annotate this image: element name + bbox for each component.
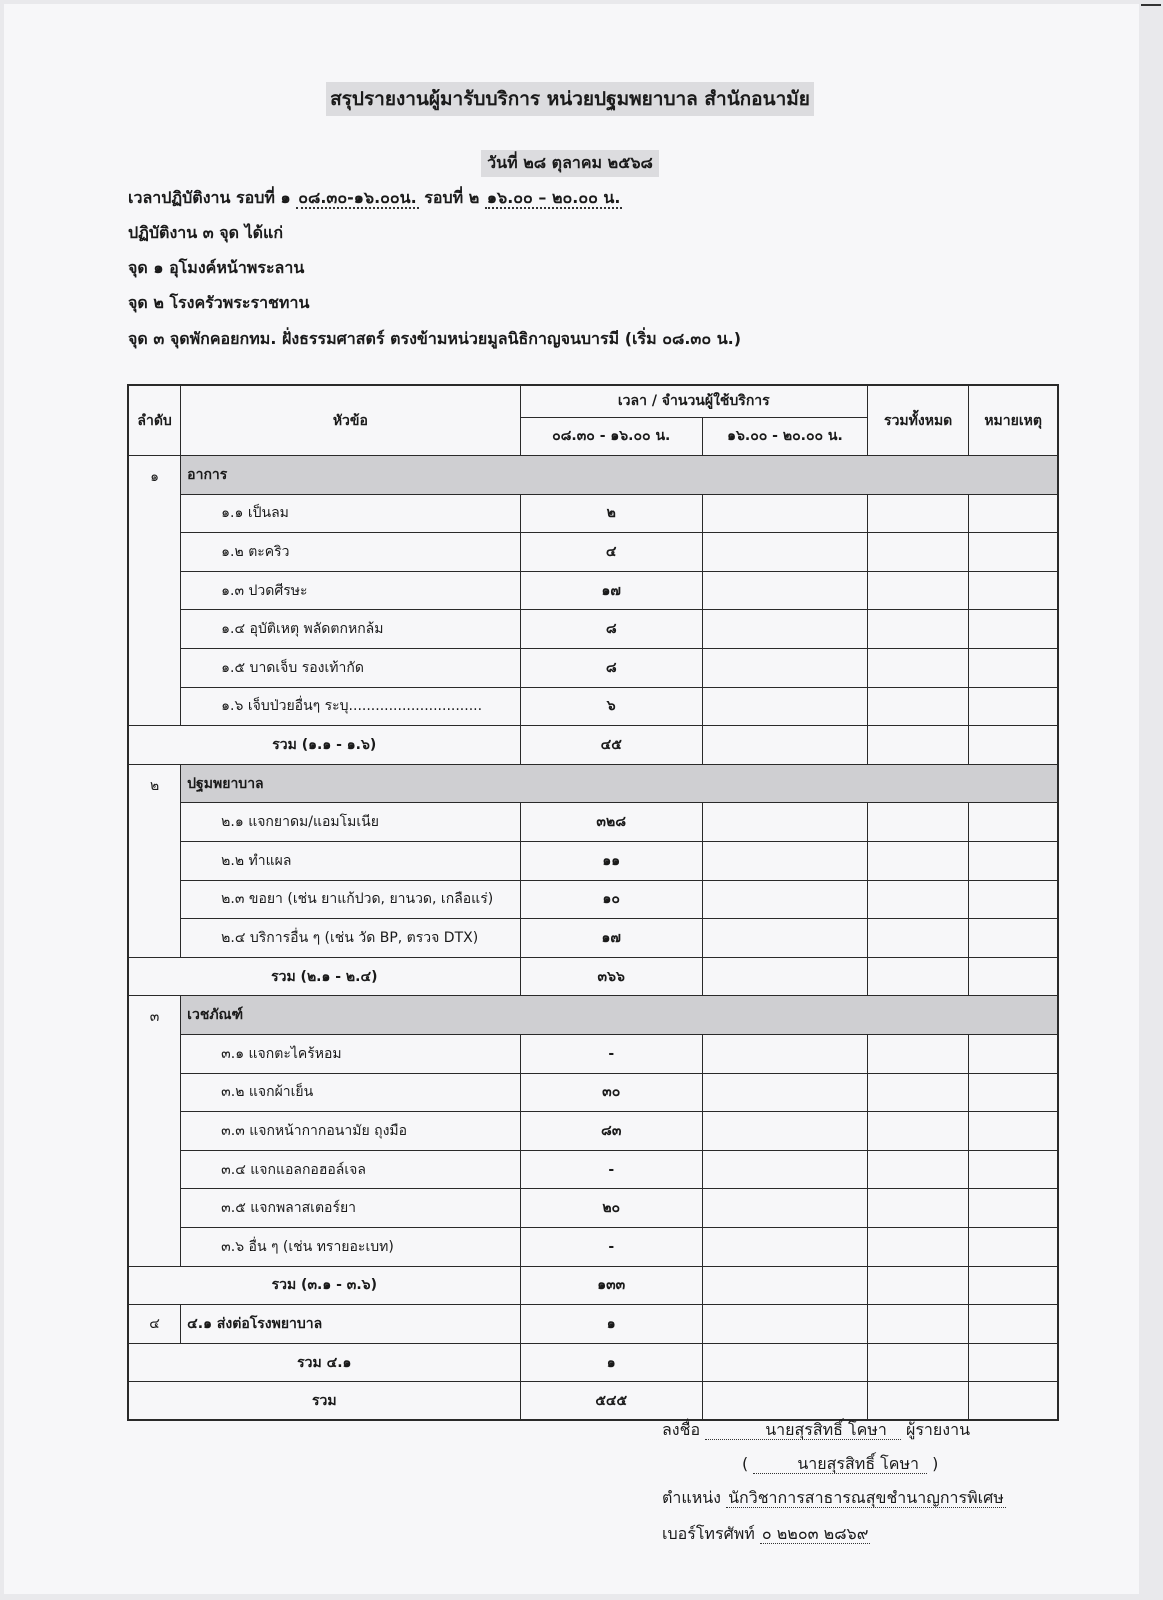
subtotal-row: รวม (๒.๑ - ๒.๔) ๓๖๖ <box>128 957 1058 996</box>
table-row: ๒.๔ บริการอื่น ๆ (เช่น วัด BP, ตรวจ DTX) ๑๗ <box>128 919 1058 958</box>
table-row: ๓.๕ แจกพลาสเตอร์ยา ๒๐ <box>128 1189 1058 1228</box>
header-topic: หัวข้อ <box>181 385 520 456</box>
scan-edge-mark <box>1141 4 1161 6</box>
signer-name: นายสุรสิทธิ์ โคษา <box>705 1420 901 1440</box>
signature-line: ลงชื่อ นายสุรสิทธิ์ โคษา ผู้รายงาน <box>662 1420 970 1439</box>
table-row: ๓.๒ แจกผ้าเย็น ๓๐ <box>128 1073 1058 1112</box>
table-row: ๓.๔ แจกแอลกอฮอล์เจล - <box>128 1150 1058 1189</box>
header-time: เวลา / จำนวนผู้ใช้บริการ <box>520 385 867 417</box>
table-row: ๓.๖ อื่น ๆ (เช่น ทรายอะเบท) - <box>128 1227 1058 1266</box>
section-title: เวชภัณฑ์ <box>181 996 1058 1035</box>
header-time-1: ๐๘.๓๐ - ๑๖.๐๐ น. <box>520 417 702 456</box>
points-intro: ปฏิบัติงาน ๓ จุด ได้แก่ <box>128 223 284 242</box>
subtotal-row: รวม (๑.๑ - ๑.๖) ๔๕ <box>128 726 1058 765</box>
header-no: ลำดับ <box>128 385 181 456</box>
section-no: ๓ <box>128 996 181 1266</box>
section-no: ๒ <box>128 764 181 957</box>
table-row: ๑.๔ อุบัติเหตุ พลัดตกหกล้ม ๘ <box>128 610 1058 649</box>
section-no: ๔ <box>128 1305 181 1344</box>
position-value: นักวิชาการสาธารณสุขชำนาญการพิเศษ <box>728 1488 1004 1507</box>
shift-line: เวลาปฏิบัติงาน รอบที่ ๑ ๐๘.๓๐-๑๖.๐๐น. รอบที่ ๒ ๑๖.๐๐ – ๒๐.๐๐ น. <box>128 188 621 207</box>
table-row: ๑.๑ เป็นลม ๒ <box>128 494 1058 533</box>
phone-line: เบอร์โทรศัพท์ ๐ ๒๒๐๓ ๒๘๖๙ <box>662 1524 869 1543</box>
table-row: ๑.๕ บาดเจ็บ รองเท้ากัด ๘ <box>128 649 1058 688</box>
table-row: ๑.๒ ตะคริว ๔ <box>128 533 1058 572</box>
table-row: ๑.๖ เจ็บป่วยอื่นๆ ระบุ.............................. ๖ <box>128 687 1058 726</box>
table-row: ๒.๓ ขอยา (เช่น ยาแก้ปวด, ยานวด, เกลือแร่) ๑๐ <box>128 880 1058 919</box>
report-date: วันที่ ๒๘ ตุลาคม ๒๕๖๘ <box>481 150 659 177</box>
section-title: ปฐมพยาบาล <box>181 764 1058 803</box>
table-row: ๒.๒ ทำแผล ๑๑ <box>128 842 1058 881</box>
table-row: ๑.๓ ปวดศีรษะ ๑๗ <box>128 571 1058 610</box>
signer-name-parenthesized: ( นายสุรสิทธิ์ โคษา ) <box>742 1454 939 1473</box>
report-table <box>127 384 1059 1421</box>
header-note: หมายเหตุ <box>969 385 1058 456</box>
table-row: ๓.๑ แจกตะไคร้หอม - <box>128 1035 1058 1074</box>
table-row: ๒.๑ แจกยาดม/แอมโมเนีย ๓๒๘ <box>128 803 1058 842</box>
grand-total-row: รวม ๕๔๕ <box>128 1382 1058 1421</box>
subtotal-row: รวม (๓.๑ - ๓.๖) ๑๓๓ <box>128 1266 1058 1305</box>
section-no: ๑ <box>128 456 181 726</box>
subtotal-row: รวม ๔.๑ ๑ <box>128 1343 1058 1382</box>
shift-1-time: ๐๘.๓๐-๑๖.๐๐น. <box>298 188 417 207</box>
position-line: ตำแหน่ง นักวิชาการสาธารณสุขชำนาญการพิเศษ <box>662 1488 1004 1507</box>
point-3: จุด ๓ จุดพักคอยกทม. ฝั่งธรรมศาสตร์ ตรงข้ามหน่วยมูลนิธิกาญจนบารมี (เริ่ม ๐๘.๓๐ น.) <box>128 329 742 348</box>
header-total: รวมทั้งหมด <box>868 385 969 456</box>
phone-value: ๐ ๒๒๐๓ ๒๘๖๙ <box>761 1524 869 1543</box>
point-2: จุด ๒ โรงครัวพระราชทาน <box>128 293 310 312</box>
table-row: ๔ ๔.๑ ส่งต่อโรงพยาบาล ๑ <box>128 1305 1058 1344</box>
table-row: ๓.๓ แจกหน้ากากอนามัย ถุงมือ ๘๓ <box>128 1112 1058 1151</box>
point-1: จุด ๑ อุโมงค์หน้าพระลาน <box>128 258 305 277</box>
section-title: อาการ <box>181 456 1058 495</box>
report-title: สรุปรายงานผู้มารับบริการ หน่วยปฐมพยาบาล สำนักอนามัย <box>326 82 814 116</box>
shift-2-time: ๑๖.๐๐ – ๒๐.๐๐ น. <box>486 188 621 207</box>
header-time-2: ๑๖.๐๐ - ๒๐.๐๐ น. <box>702 417 867 456</box>
